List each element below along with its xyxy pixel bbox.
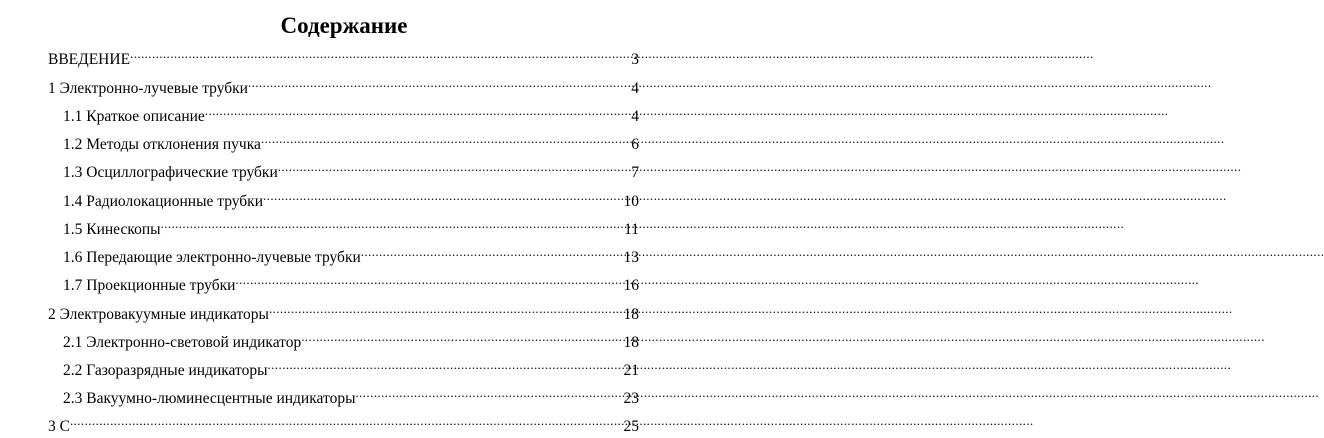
toc-leader [278, 155, 629, 177]
toc-page-number: 18 [623, 334, 639, 351]
toc-page-number: 10 [623, 193, 639, 210]
toc-leader [130, 42, 629, 64]
toc-entry-label: 2.1 Электронно-световой индикатор [63, 334, 302, 351]
toc-page-number: 16 [623, 277, 639, 294]
toc-leader [269, 297, 624, 319]
toc-leader [301, 325, 623, 347]
toc-entry [63, 240, 639, 266]
toc-leader [70, 409, 624, 431]
document-page [0, 0, 666, 435]
toc-leader [235, 268, 623, 290]
toc-entry-label: 3 С [48, 418, 70, 435]
toc-leader [268, 353, 624, 375]
toc-page-number: 4 [631, 108, 639, 125]
toc-entry [63, 268, 639, 294]
toc-entry-label: 2.2 Газоразрядные индикаторы [63, 362, 268, 379]
toc-entry-label: ВВЕДЕНИЕ [48, 51, 131, 68]
toc-page-number: 4 [631, 80, 639, 97]
toc-entry-label: 1.4 Радиолокационные трубки [63, 193, 264, 210]
toc-leader [248, 71, 629, 93]
toc-entry [63, 184, 639, 210]
toc-leader [161, 212, 625, 234]
toc-page-number: 13 [623, 249, 639, 266]
toc-entry [63, 325, 639, 351]
toc-entry [63, 127, 639, 153]
toc-entry-label: 1.6 Передающие электронно-лучевые трубки [63, 249, 361, 266]
toc-entry [63, 353, 639, 379]
toc-entry [48, 71, 639, 97]
toc-entry-label: 1.3 Осциллографические трубки [63, 164, 278, 181]
toc-entry-label: 2 Электровакуумные индикаторы [48, 306, 269, 323]
toc-entry-label: 1.1 Краткое описание [63, 108, 205, 125]
toc-entry-label: 1.5 Кинескопы [63, 221, 161, 238]
toc-page-number: 6 [631, 136, 639, 153]
toc-page-number: 7 [631, 164, 639, 181]
toc-entry-label: 1.7 Проекционные трубки [63, 277, 236, 294]
toc-page-number: 18 [623, 306, 639, 323]
toc-leader [355, 381, 623, 403]
toc-leader [263, 184, 623, 206]
toc-page-number: 23 [623, 390, 639, 407]
toc-leader [361, 240, 624, 262]
toc-entry [63, 99, 639, 125]
toc-page-number: 11 [624, 221, 639, 238]
toc-entry [48, 409, 639, 435]
toc-entry [63, 212, 639, 238]
toc-entry-label: 1 Электронно-лучевые трубки [48, 80, 248, 97]
toc-entry-label: 2.3 Вакуумно-люминесцентные индикаторы [63, 390, 356, 407]
toc-entry [48, 42, 639, 68]
toc-page-number: 25 [623, 418, 639, 435]
page-title: Содержание [280, 13, 408, 38]
toc-entry-label: 1.2 Методы отклонения пучка [63, 136, 261, 153]
toc-leader [205, 99, 629, 121]
toc-entry [63, 155, 639, 181]
toc-page-number: 21 [623, 362, 639, 379]
toc-entry [63, 381, 639, 407]
toc-page-number: 3 [631, 51, 639, 68]
toc-leader [261, 127, 629, 149]
toc-entry [48, 297, 639, 323]
